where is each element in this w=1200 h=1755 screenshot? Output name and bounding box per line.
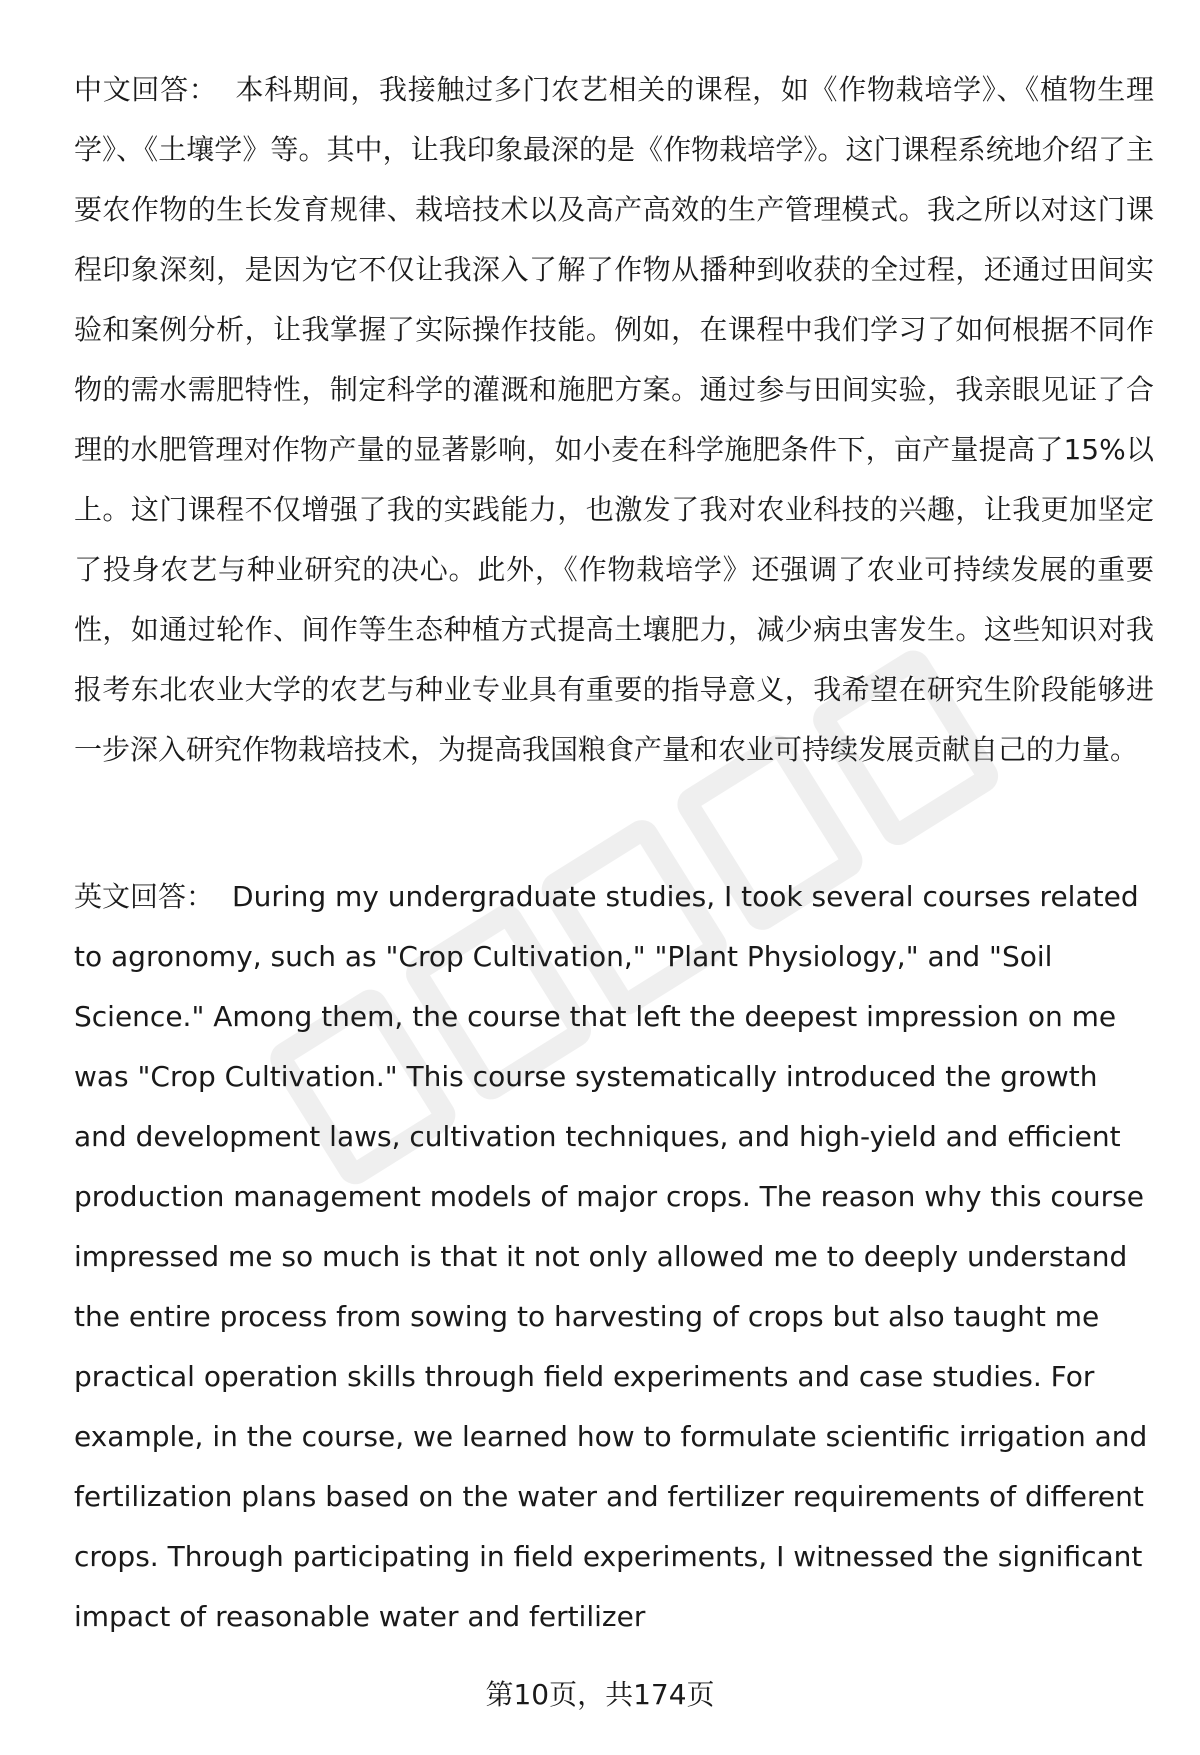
english-answer-text: During my undergraduate studies, I took several courses related to agronomy, such as "Crop Cultivation," "Plant Physiology," and "Soil Science." Among them, the course that left the deepest impression on me was "Crop Cultivation." This course systematically introduced the growth and development laws, cultivation techniques, and high-yield and efficient production management models of major crops. The reason why this course impressed me so much is that it not only allowed me to deeply understand the entire process from sowing to harvesting of crops but also taught me practical operation skills through field experiments and case studies. For example, in the course, we learned how to formulate scientific irrigation and fertilization plans based on the water and fertilizer requirements of different crops. Through participating in field experiments, I witnessed the significant impact of reasonable water and fertilizer <box>74 880 1148 1633</box>
english-answer-label: 英文回答： <box>74 880 215 913</box>
chinese-answer-paragraph <box>74 60 1154 780</box>
chinese-answer-text: 本科期间，我接触过多门农艺相关的课程，如《作物栽培学》、《植物生理学》、《土壤学》等。其中，让我印象最深的是《作物栽培学》。这门课程系统地介绍了主要农作物的生长发育规律、栽培技术以及高产高效的生产管理模式。我之所以对这门课程印象深刻，是因为它不仅让我深入了解了作物从播种到收获的全过程，还通过田间实验和案例分析，让我掌握了实际操作技能。例如，在课程中我们学习了如何根据不同作物的需水需肥特性，制定科学的灌溉和施肥方案。通过参与田间实验，我亲眼见证了合理的水肥管理对作物产量的显著影响，如小麦在科学施肥条件下，亩产量提高了15%以上。这门课程不仅增强了我的实践能力，也激发了我对农业科技的兴趣，让我更加坚定了投身农艺与种业研究的决心。此外，《作物栽培学》还强调了农业可持续发展的重要性，如通过轮作、间作等生态种植方式提高土壤肥力，减少病虫害发生。这些知识对我报考东北农业大学的农艺与种业专业具有重要的指导意义，我希望在研究生阶段能够进一步深入研究作物栽培技术，为提高我国粮食产量和农业可持续发展贡献自己的力量。 <box>74 73 1154 766</box>
chinese-answer-label: 中文回答： <box>74 73 218 106</box>
page-number-footer: 第10页，共174页 <box>485 1678 715 1711</box>
english-answer-paragraph <box>74 867 1154 1647</box>
